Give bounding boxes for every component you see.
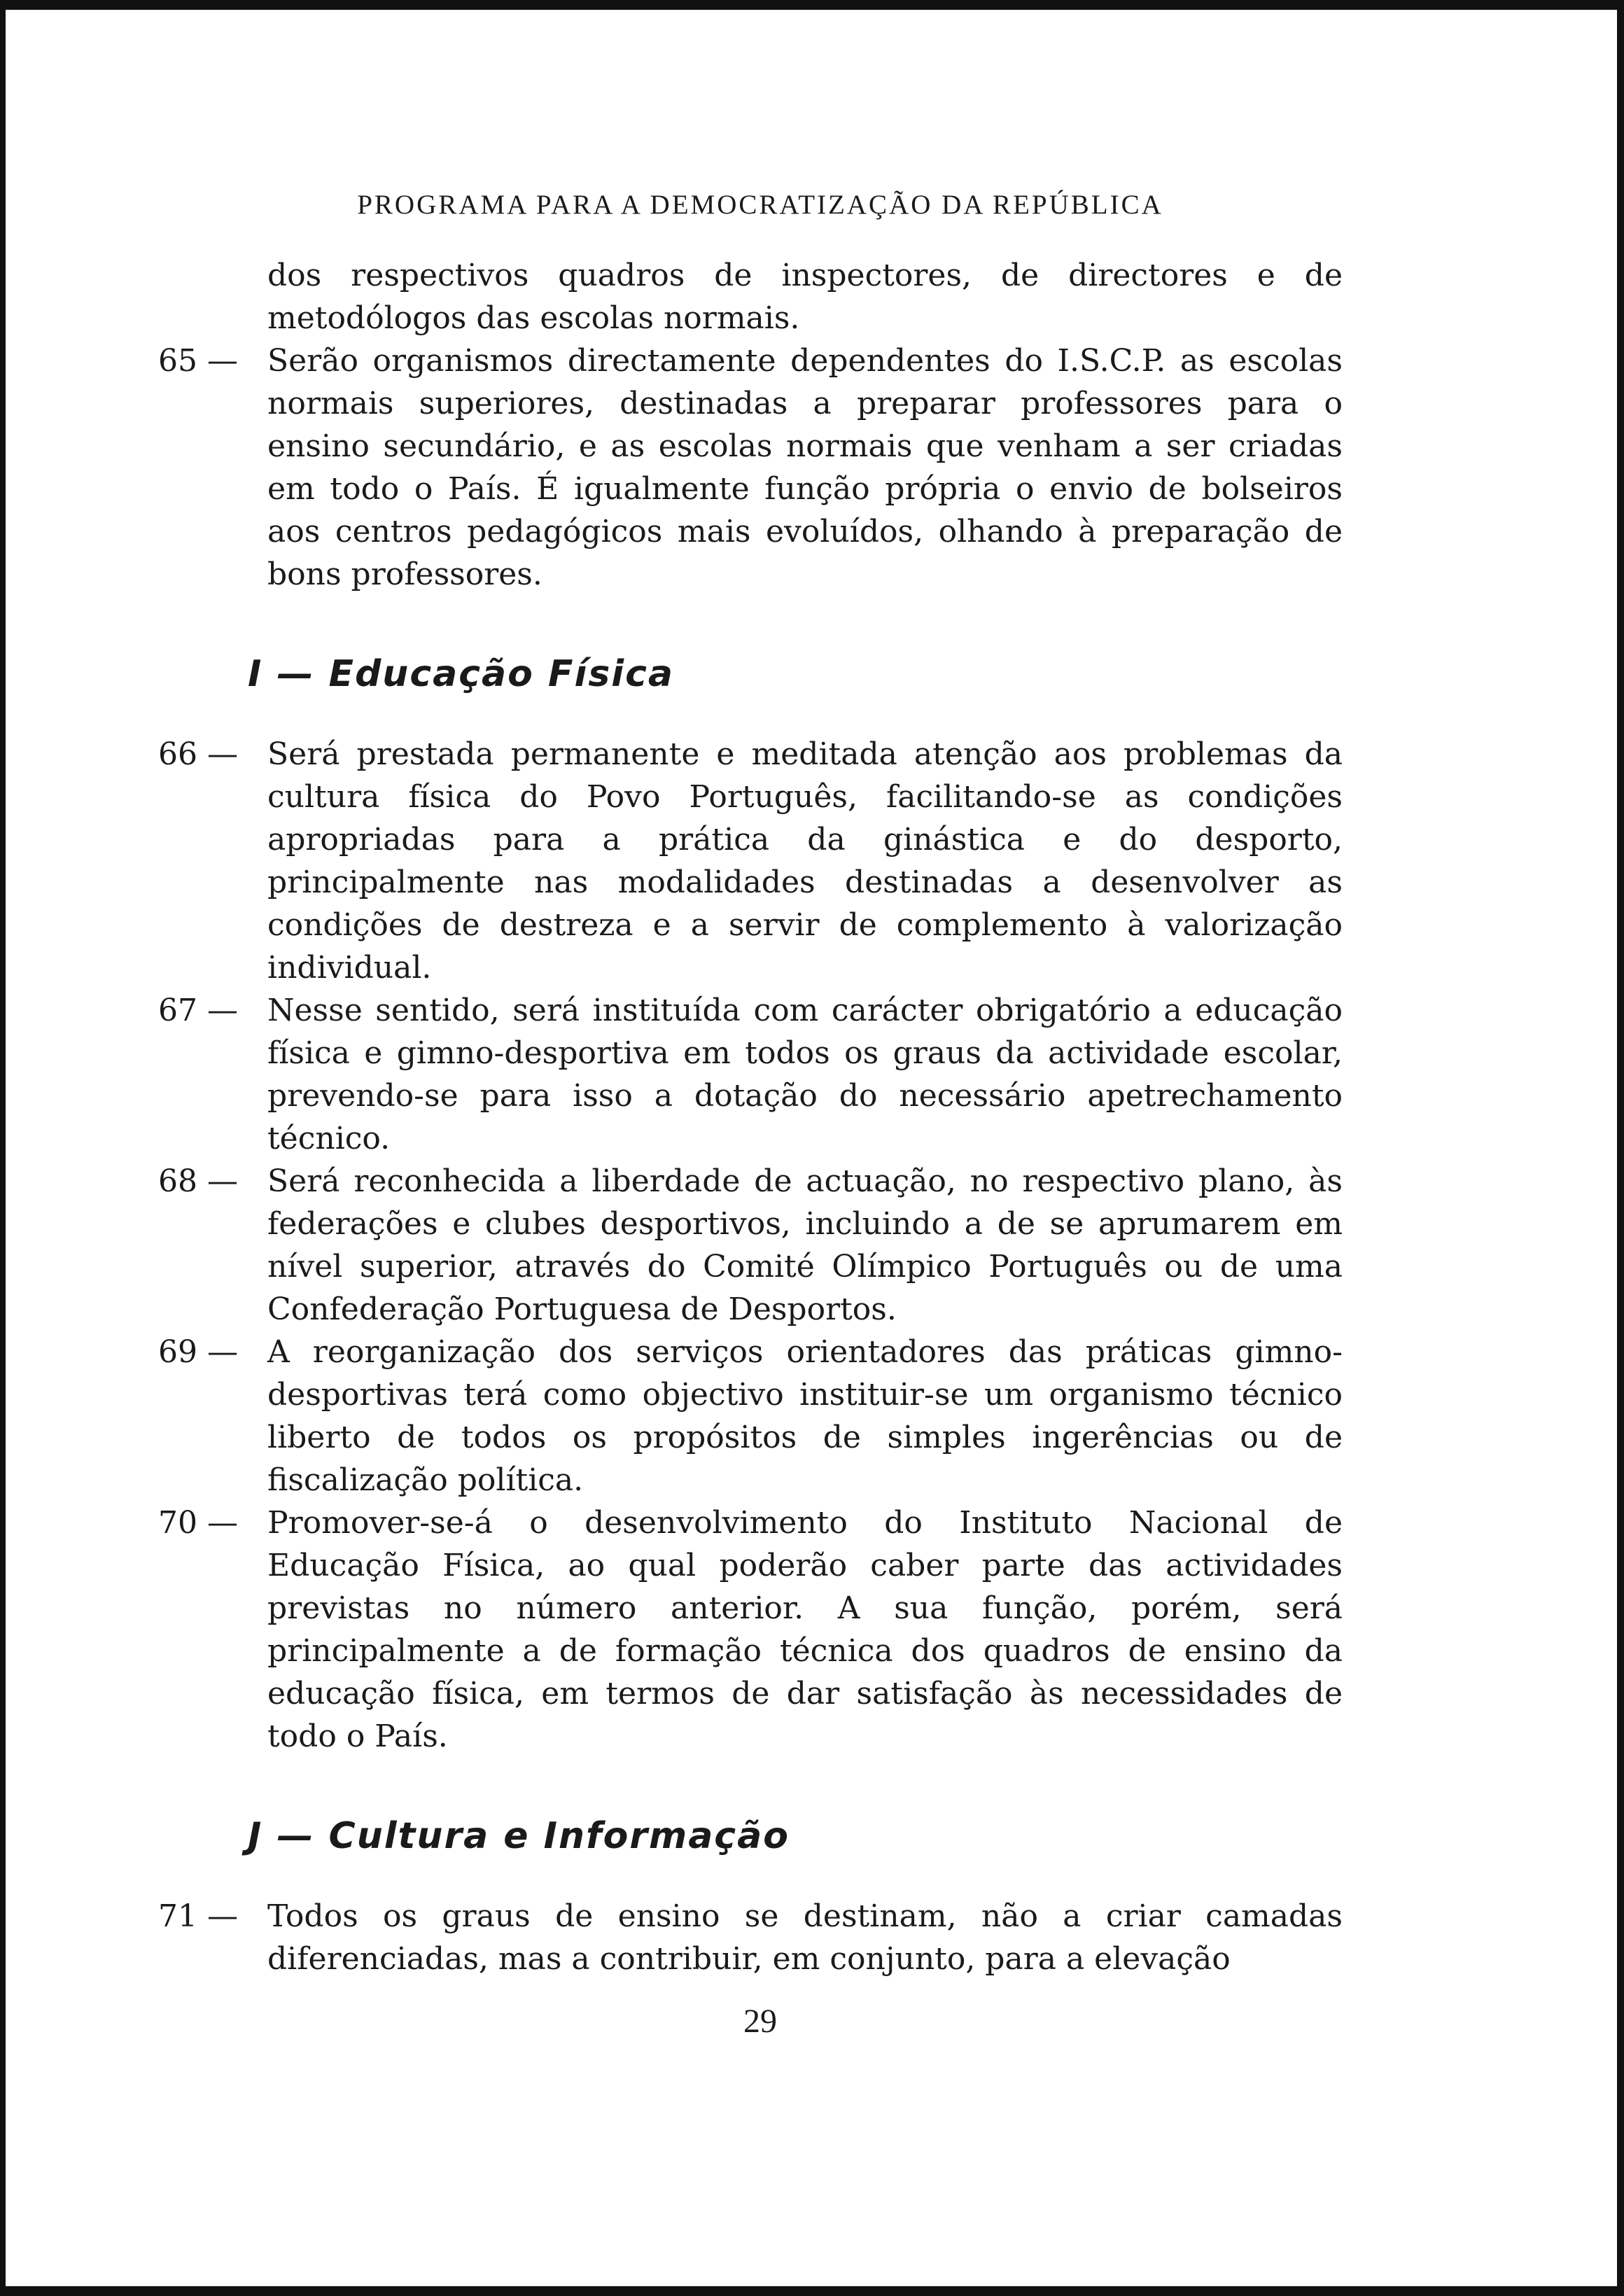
paragraph-text: A reorganização dos serviços orientadores das práticas gimno-desportivas terá como objectivo instituir-se um organismo técnico liberto de todos os propósitos de simples ingerências ou de fiscalização política. — [267, 1334, 1343, 1498]
numbered-paragraph-70 — [158, 1502, 1343, 1758]
paragraph-number: 68 — — [158, 1163, 238, 1199]
paragraph-number: 71 — — [158, 1898, 238, 1934]
paragraph-number: 70 — — [158, 1505, 238, 1541]
paragraph-number: 66 — — [158, 736, 238, 772]
section-heading-cultura-informacao: J — Cultura e Informação — [248, 1815, 790, 1857]
paragraph-text: Será prestada permanente e meditada atenção aos problemas da cultura física do Povo Português, facilitando-se as condições apropriadas para a prática da ginástica e do desporto, principalmente nas modalidades destinadas a desenvolver as condições de destreza e a servir de complemento à valorização individual. — [267, 736, 1343, 986]
paragraph-text: Todos os graus de ensino se destinam, não a criar camadas diferenciadas, mas a contribuir, em conjunto, para a elevação — [267, 1898, 1343, 1977]
document-page — [158, 189, 1362, 1980]
running-head: PROGRAMA PARA A DEMOCRATIZAÇÃO DA REPÚBLICA — [357, 190, 1163, 220]
paragraph-number: 67 — — [158, 993, 238, 1028]
numbered-paragraph-66 — [158, 733, 1343, 989]
continuation-paragraph: dos respectivos quadros de inspectores, de directores e de metodólogos das escolas normais. — [267, 258, 1343, 336]
paragraph-number: 65 — — [158, 343, 238, 379]
paragraph-number: 69 — — [158, 1334, 238, 1370]
scan-edge-right — [1617, 0, 1624, 2296]
numbered-paragraph-67 — [158, 989, 1343, 1160]
numbered-paragraph-69 — [158, 1331, 1343, 1502]
paragraph-text: Promover-se-á o desenvolvimento do Instituto Nacional de Educação Física, ao qual poderão caber parte das actividades previstas no número anterior. A sua função, porém, será principalmente a de formação técnica dos quadros de ensino da educação física, em termos de dar satisfação às necessidades de todo o País. — [267, 1505, 1343, 1754]
paragraph-text: Serão organismos directamente dependentes do I.S.C.P. as escolas normais superiores, destinadas a preparar professores para o ensino secundário, e as escolas normais que venham a ser criadas em todo o País. É igualmente função própria o envio de bolseiros aos centros pedagógicos mais evoluídos, olhando à preparação de bons professores. — [267, 343, 1343, 592]
scan-edge-bottom — [0, 2286, 1624, 2296]
numbered-paragraph-65 — [158, 340, 1343, 596]
scan-edge-top — [0, 0, 1624, 10]
paragraph-text: Nesse sentido, será instituída com carácter obrigatório a educação física e gimno-desportiva em todos os graus da actividade escolar, prevendo-se para isso a dotação do necessário apetrechamento técnico. — [267, 993, 1343, 1156]
numbered-paragraph-68 — [158, 1160, 1343, 1331]
paragraph-text: Será reconhecida a liberdade de actuação, no respectivo plano, às federações e clubes desportivos, incluindo a de se aprumarem em nível superior, através do Comité Olímpico Português ou de uma Confederação Portuguesa de Desportos. — [267, 1163, 1343, 1327]
page-number: 29 — [743, 2003, 777, 2040]
scan-edge-left — [0, 0, 6, 2296]
numbered-paragraph-71 — [158, 1895, 1343, 1980]
section-heading-educacao-fisica: I — Educação Física — [248, 653, 675, 695]
